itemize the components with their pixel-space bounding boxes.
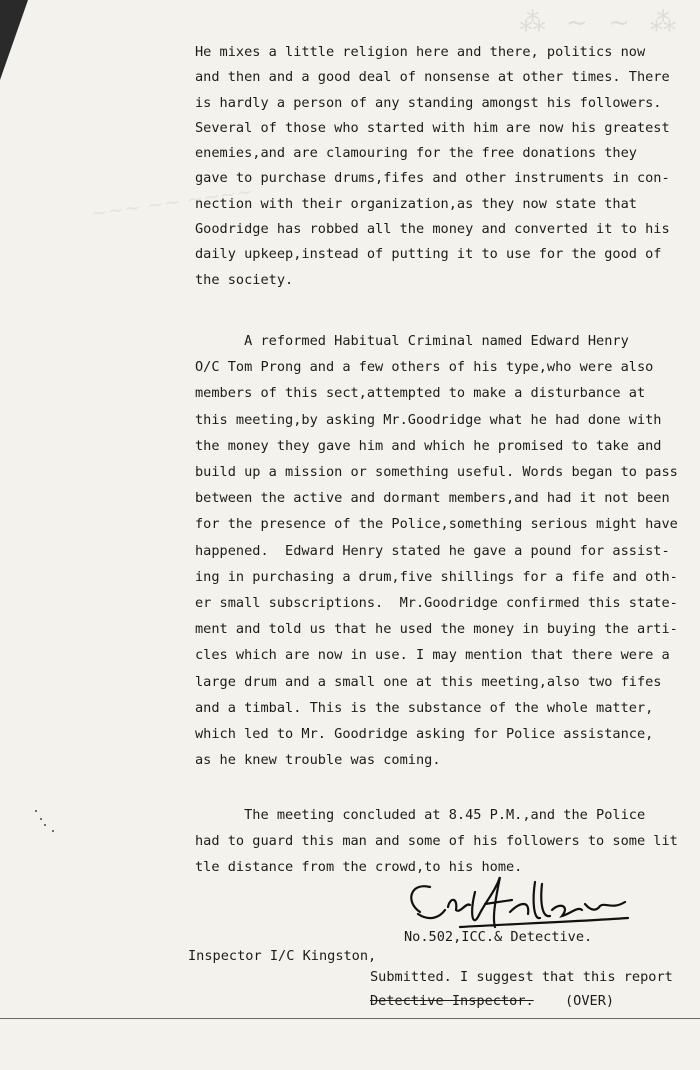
signature-stroke (411, 877, 628, 927)
text-line: the society. (195, 271, 294, 288)
paragraph-3 (195, 802, 678, 880)
paragraph-1 (195, 40, 700, 293)
text-line: as he knew trouble was coming. (195, 752, 441, 769)
text-line: the money they gave him and which he promised to take and (195, 437, 662, 454)
text-line: is hardly a person of any standing amongst his followers. (195, 94, 662, 111)
addressee-line: Inspector I/C Kingston, (188, 948, 377, 964)
paragraph-2 (195, 328, 678, 773)
text-line: daily upkeep,instead of putting it to use for the good of (195, 246, 662, 263)
text-line: ing in purchasing a drum,five shillings for a fife and oth- (195, 568, 678, 585)
text-line: happened. Edward Henry stated he gave a pound for assist- (195, 542, 670, 559)
text-line: enemies,and are clamouring for the free donations they (195, 145, 637, 162)
struck-title: Detective Inspector. (370, 993, 534, 1009)
scan-corner-shadow (0, 0, 28, 80)
text-line: which led to Mr. Goodridge asking for Police assistance, (195, 726, 654, 743)
text-line: The meeting concluded at 8.45 P.M.,and the Police (195, 807, 646, 823)
text-line: tle distance from the crowd,to his home. (195, 859, 523, 875)
text-line: for the presence of the Police,something serious might have (195, 516, 678, 533)
text-line: Several of those who started with him are now his greatest (195, 119, 670, 136)
over-note: (OVER) (565, 993, 615, 1009)
text-line: A reformed Habitual Criminal named Edward Henry (195, 333, 629, 349)
text-line: this meeting,by asking Mr.Goodridge what he had done with (195, 411, 662, 428)
text-line: He mixes a little religion here and there, politics now (195, 44, 646, 60)
bleed-through-marks: ⁂ ~ ~ ⁂ (519, 8, 682, 38)
text-line: and a timbal. This is the substance of the whole matter, (195, 699, 654, 716)
page-divider (0, 1018, 700, 1019)
text-line: cles which are now in use. I may mention that there were a (195, 647, 670, 664)
text-line: gave to purchase drums,fifes and other instruments in con- (195, 170, 670, 187)
text-line: ment and told us that he used the money in buying the arti- (195, 621, 678, 638)
text-line: members of this sect,attempted to make a disturbance at (195, 385, 646, 402)
text-line: between the active and dormant members,and had it not been (195, 490, 670, 507)
text-line: build up a mission or something useful. Words began to pass (195, 464, 678, 481)
text-line: had to guard this man and some of his followers to some lit (195, 833, 678, 849)
submitted-line: Submitted. I suggest that this report (370, 969, 673, 985)
officer-badge: No.502,ICC.& Detective. (404, 929, 593, 945)
text-line: nection with their organization,as they now state that (195, 195, 637, 212)
bleed-through-script: ~~~ ~~ ~~~~ (89, 178, 255, 226)
text-line: er small subscriptions. Mr.Goodridge confirmed this state- (195, 595, 678, 612)
text-line: O/C Tom Prong and a few others of his type,who were also (195, 359, 654, 376)
text-line: and then and a good deal of nonsense at other times. There (195, 69, 670, 86)
text-line: large drum and a small one at this meeting,also two fifes (195, 673, 662, 690)
text-line: Goodridge has robbed all the money and converted it to his (195, 221, 670, 238)
